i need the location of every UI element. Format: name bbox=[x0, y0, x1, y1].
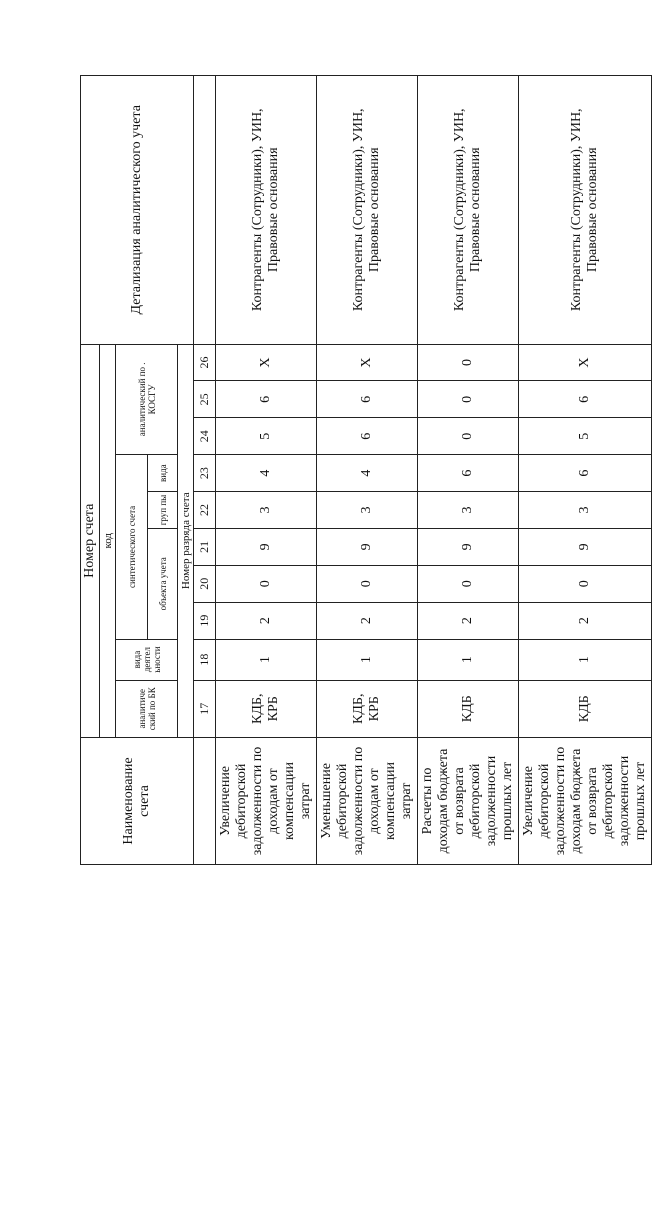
digit-20-cell: 0 bbox=[216, 565, 317, 602]
digit-18: 18 bbox=[194, 639, 216, 680]
digit-24-cell: 5 bbox=[519, 418, 652, 455]
digit-25-cell: 6 bbox=[216, 381, 317, 418]
digit-21-cell: 9 bbox=[216, 528, 317, 565]
digit-25-cell: 6 bbox=[317, 381, 418, 418]
activity-cell: 1 bbox=[519, 639, 652, 680]
header-code: код bbox=[100, 344, 116, 737]
header-group: груп пы bbox=[148, 492, 178, 529]
digit-20-cell: 0 bbox=[317, 565, 418, 602]
digit-26-cell: X bbox=[216, 344, 317, 381]
digit-22: 22 bbox=[194, 492, 216, 529]
digit-21-cell: 9 bbox=[317, 528, 418, 565]
detail-cell: Контрагенты (Сотрудники), УИН, Правовые основания bbox=[519, 76, 652, 345]
digit-22-cell: 3 bbox=[216, 492, 317, 529]
bk-cell: КДБ, КРБ bbox=[216, 680, 317, 737]
digit-25-cell: 0 bbox=[418, 381, 519, 418]
digit-22-cell: 3 bbox=[418, 492, 519, 529]
table-row bbox=[519, 76, 652, 865]
bk-cell: КДБ, КРБ bbox=[317, 680, 418, 737]
header-kind: вида bbox=[148, 455, 178, 492]
bk-cell: КДБ bbox=[519, 680, 652, 737]
activity-cell: 1 bbox=[216, 639, 317, 680]
header-synthetic: синтетического счета bbox=[116, 455, 148, 639]
header-activity-type: вида деятел ьности bbox=[116, 639, 178, 680]
activity-cell: 1 bbox=[418, 639, 519, 680]
digit-17: 17 bbox=[194, 680, 216, 737]
digit-26-cell: X bbox=[317, 344, 418, 381]
digit-24-cell: 0 bbox=[418, 418, 519, 455]
account-name-cell: Увеличение дебиторской задолженности по доходам от компенсации затрат bbox=[216, 737, 317, 864]
table-row bbox=[216, 76, 317, 865]
header-analytic-kosgu: аналитический по . КОСГУ bbox=[116, 344, 178, 455]
digit-26-cell: 0 bbox=[418, 344, 519, 381]
detail-cell: Контрагенты (Сотрудники), УИН, Правовые основания bbox=[418, 76, 519, 345]
account-name-cell: Уменьшение дебиторской задолженности по доходам от компенсации затрат bbox=[317, 737, 418, 864]
digit-26-cell: X bbox=[519, 344, 652, 381]
header-analytic-bk: аналитиче ский по БК bbox=[116, 680, 178, 737]
digit-spacer-left bbox=[194, 737, 216, 864]
digit-19-cell: 2 bbox=[216, 602, 317, 639]
header-account-object: объекта учета bbox=[148, 528, 178, 639]
digit-23-cell: 6 bbox=[519, 455, 652, 492]
digit-24-cell: 6 bbox=[317, 418, 418, 455]
digit-25: 25 bbox=[194, 381, 216, 418]
rotated-table-container bbox=[80, 75, 648, 865]
digit-23-cell: 4 bbox=[317, 455, 418, 492]
digit-23-cell: 4 bbox=[216, 455, 317, 492]
digit-20-cell: 0 bbox=[418, 565, 519, 602]
digit-21-cell: 9 bbox=[418, 528, 519, 565]
digit-22-cell: 3 bbox=[317, 492, 418, 529]
header-account-number: Номер счета bbox=[81, 344, 100, 737]
digit-20: 20 bbox=[194, 565, 216, 602]
digit-25-cell: 6 bbox=[519, 381, 652, 418]
activity-cell: 1 bbox=[317, 639, 418, 680]
digit-19-cell: 2 bbox=[317, 602, 418, 639]
detail-cell: Контрагенты (Сотрудники), УИН, Правовые основания bbox=[216, 76, 317, 345]
accounts-table bbox=[80, 75, 652, 865]
header-account-name: Наименование счета bbox=[81, 737, 194, 864]
header-digit-number: Номер разряда счета bbox=[178, 344, 194, 737]
digit-22-cell: 3 bbox=[519, 492, 652, 529]
digit-24-cell: 5 bbox=[216, 418, 317, 455]
digit-19: 19 bbox=[194, 602, 216, 639]
digit-23-cell: 6 bbox=[418, 455, 519, 492]
account-name-cell: Увеличение дебиторской задолженности по доходам бюджета от возврата дебиторской задолженности прошлых лет bbox=[519, 737, 652, 864]
digit-21-cell: 9 bbox=[519, 528, 652, 565]
digit-19-cell: 2 bbox=[519, 602, 652, 639]
digit-23: 23 bbox=[194, 455, 216, 492]
digit-20-cell: 0 bbox=[519, 565, 652, 602]
digit-24: 24 bbox=[194, 418, 216, 455]
digit-spacer-right bbox=[194, 76, 216, 345]
header-detail: Детализация аналитического учета bbox=[81, 76, 194, 345]
detail-cell: Контрагенты (Сотрудники), УИН, Правовые основания bbox=[317, 76, 418, 345]
table-row bbox=[418, 76, 519, 865]
digit-26: 26 bbox=[194, 344, 216, 381]
account-name-cell: Расчеты по доходам бюджета от возврата дебиторской задолженности прошлых лет bbox=[418, 737, 519, 864]
table-row bbox=[317, 76, 418, 865]
bk-cell: КДБ bbox=[418, 680, 519, 737]
digit-21: 21 bbox=[194, 528, 216, 565]
digit-19-cell: 2 bbox=[418, 602, 519, 639]
